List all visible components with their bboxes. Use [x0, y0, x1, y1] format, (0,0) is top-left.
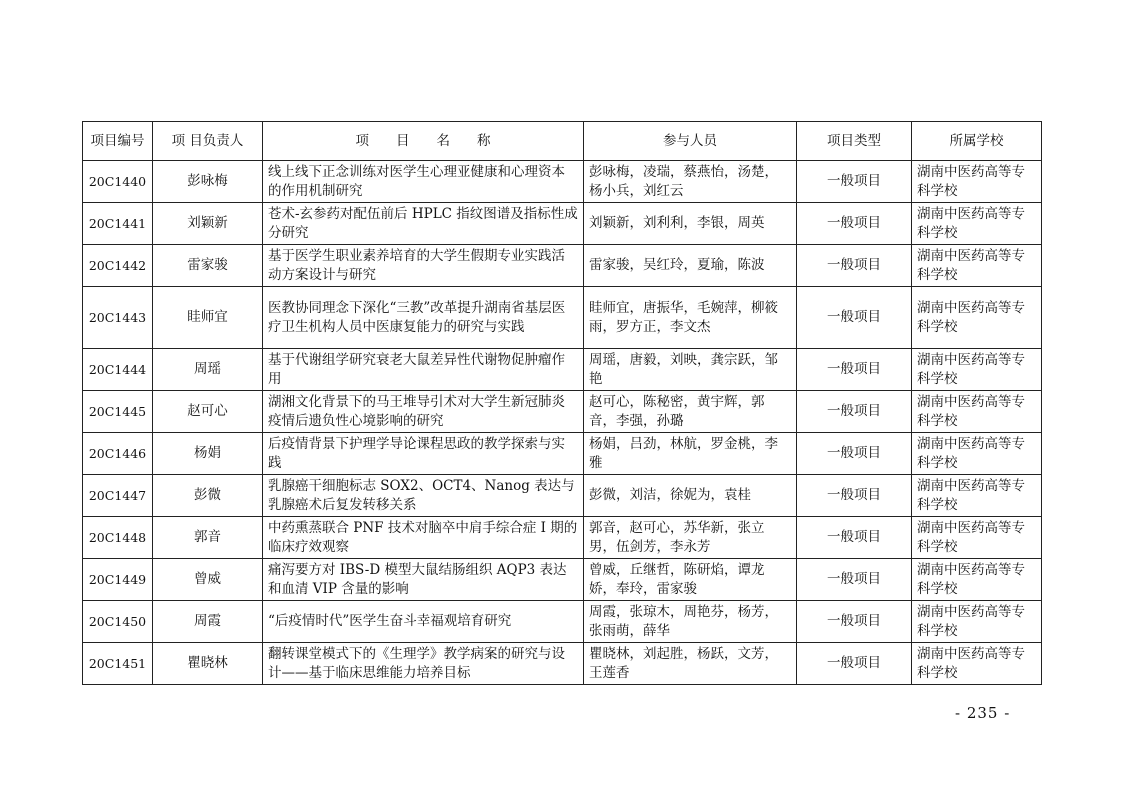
cell-participants: 杨娟，吕劲，林航，罗金桃，李雅 [584, 433, 797, 475]
table-header-row [83, 122, 1042, 161]
cell-project-id: 20C1442 [83, 245, 153, 287]
cell-project-type: 一般项目 [797, 559, 912, 601]
cell-project-name: 中药熏蒸联合 PNF 技术对脑卒中肩手综合症 I 期的临床疗效观察 [263, 517, 584, 559]
cell-project-type: 一般项目 [797, 203, 912, 245]
cell-project-name: 基于代谢组学研究衰老大鼠差异性代谢物促肿瘤作用 [263, 349, 584, 391]
cell-project-name: 痛泻要方对 IBS-D 模型大鼠结肠组织 AQP3 表达和血清 VIP 含量的影响 [263, 559, 584, 601]
header-project-type: 项目类型 [797, 122, 912, 161]
cell-project-id: 20C1447 [83, 475, 153, 517]
cell-school: 湖南中医药高等专科学校 [912, 517, 1042, 559]
table-row [83, 559, 1042, 601]
table-row [83, 349, 1042, 391]
cell-participants: 赵可心，陈秘密，黄宇辉，郭音，李强，孙璐 [584, 391, 797, 433]
cell-school: 湖南中医药高等专科学校 [912, 161, 1042, 203]
cell-project-name: 翻转课堂模式下的《生理学》教学病案的研究与设计——基于临床思维能力培养目标 [263, 643, 584, 685]
cell-project-id: 20C1451 [83, 643, 153, 685]
cell-project-id: 20C1441 [83, 203, 153, 245]
cell-project-name: 湖湘文化背景下的马王堆导引术对大学生新冠肺炎疫情后遗负性心境影响的研究 [263, 391, 584, 433]
cell-project-id: 20C1448 [83, 517, 153, 559]
cell-project-type: 一般项目 [797, 643, 912, 685]
cell-project-type: 一般项目 [797, 475, 912, 517]
project-table [82, 121, 1042, 685]
cell-participants: 雷家骏，吴红玲，夏瑜，陈波 [584, 245, 797, 287]
cell-project-type: 一般项目 [797, 245, 912, 287]
cell-participants: 刘颖新，刘利利，李银，周英 [584, 203, 797, 245]
cell-school: 湖南中医药高等专科学校 [912, 287, 1042, 349]
cell-project-id: 20C1440 [83, 161, 153, 203]
cell-project-type: 一般项目 [797, 433, 912, 475]
cell-school: 湖南中医药高等专科学校 [912, 559, 1042, 601]
cell-school: 湖南中医药高等专科学校 [912, 475, 1042, 517]
cell-participants: 彭微，刘洁，徐妮为，袁桂 [584, 475, 797, 517]
header-school: 所属学校 [912, 122, 1042, 161]
cell-project-lead: 周瑶 [153, 349, 263, 391]
cell-project-id: 20C1449 [83, 559, 153, 601]
cell-school: 湖南中医药高等专科学校 [912, 433, 1042, 475]
cell-project-type: 一般项目 [797, 349, 912, 391]
table-row [83, 161, 1042, 203]
cell-participants: 曾威，丘继哲，陈研焰，谭龙娇，奉玲，雷家骏 [584, 559, 797, 601]
table-row [83, 391, 1042, 433]
cell-participants: 瞿晓林，刘起胜，杨跃，文芳，王莲香 [584, 643, 797, 685]
cell-school: 湖南中医药高等专科学校 [912, 203, 1042, 245]
cell-school: 湖南中医药高等专科学校 [912, 391, 1042, 433]
table-row [83, 433, 1042, 475]
cell-project-id: 20C1444 [83, 349, 153, 391]
cell-project-lead: 杨娟 [153, 433, 263, 475]
cell-project-lead: 眭师宜 [153, 287, 263, 349]
cell-project-lead: 刘颖新 [153, 203, 263, 245]
cell-school: 湖南中医药高等专科学校 [912, 601, 1042, 643]
cell-school: 湖南中医药高等专科学校 [912, 643, 1042, 685]
cell-project-lead: 瞿晓林 [153, 643, 263, 685]
cell-project-id: 20C1445 [83, 391, 153, 433]
header-project-name: 项 目 名 称 [263, 122, 584, 161]
cell-project-lead: 郭音 [153, 517, 263, 559]
cell-project-id: 20C1446 [83, 433, 153, 475]
cell-project-lead: 曾威 [153, 559, 263, 601]
cell-project-type: 一般项目 [797, 391, 912, 433]
cell-participants: 郭音，赵可心，苏华新，张立男，伍剑芳，李永芳 [584, 517, 797, 559]
cell-project-name: 线上线下正念训练对医学生心理亚健康和心理资本的作用机制研究 [263, 161, 584, 203]
cell-project-type: 一般项目 [797, 287, 912, 349]
cell-project-lead: 彭咏梅 [153, 161, 263, 203]
cell-project-name: “后疫情时代”医学生奋斗幸福观培育研究 [263, 601, 584, 643]
cell-project-lead: 雷家骏 [153, 245, 263, 287]
cell-project-name: 基于医学生职业素养培育的大学生假期专业实践活动方案设计与研究 [263, 245, 584, 287]
cell-school: 湖南中医药高等专科学校 [912, 349, 1042, 391]
cell-participants: 周霞，张琼木，周艳芬，杨芳，张雨萌，薛华 [584, 601, 797, 643]
page-number: - 235 - [955, 704, 1011, 722]
cell-project-type: 一般项目 [797, 161, 912, 203]
cell-participants: 眭师宜，唐振华，毛婉萍，柳筱雨，罗方正，李文杰 [584, 287, 797, 349]
table-row [83, 245, 1042, 287]
cell-participants: 周瑶，唐毅，刘映，龚宗跃，邹艳 [584, 349, 797, 391]
cell-project-name: 苍术-玄参药对配伍前后 HPLC 指纹图谱及指标性成分研究 [263, 203, 584, 245]
cell-project-id: 20C1443 [83, 287, 153, 349]
cell-project-name: 医教协同理念下深化“三教”改革提升湖南省基层医疗卫生机构人员中医康复能力的研究与实践 [263, 287, 584, 349]
cell-school: 湖南中医药高等专科学校 [912, 245, 1042, 287]
table-row [83, 601, 1042, 643]
table-row [83, 643, 1042, 685]
cell-project-name: 后疫情背景下护理学导论课程思政的教学探索与实践 [263, 433, 584, 475]
table-row [83, 203, 1042, 245]
cell-project-type: 一般项目 [797, 601, 912, 643]
header-project-lead: 项 目负责人 [153, 122, 263, 161]
cell-project-name: 乳腺癌干细胞标志 SOX2、OCT4、Nanog 表达与乳腺癌术后复发转移关系 [263, 475, 584, 517]
table-row [83, 475, 1042, 517]
cell-participants: 彭咏梅，凌瑞，蔡燕怡，汤楚，杨小兵，刘红云 [584, 161, 797, 203]
cell-project-lead: 彭微 [153, 475, 263, 517]
header-participants: 参与人员 [584, 122, 797, 161]
cell-project-lead: 赵可心 [153, 391, 263, 433]
cell-project-lead: 周霞 [153, 601, 263, 643]
table-row [83, 287, 1042, 349]
header-project-id: 项目编号 [83, 122, 153, 161]
cell-project-id: 20C1450 [83, 601, 153, 643]
table-row [83, 517, 1042, 559]
cell-project-type: 一般项目 [797, 517, 912, 559]
